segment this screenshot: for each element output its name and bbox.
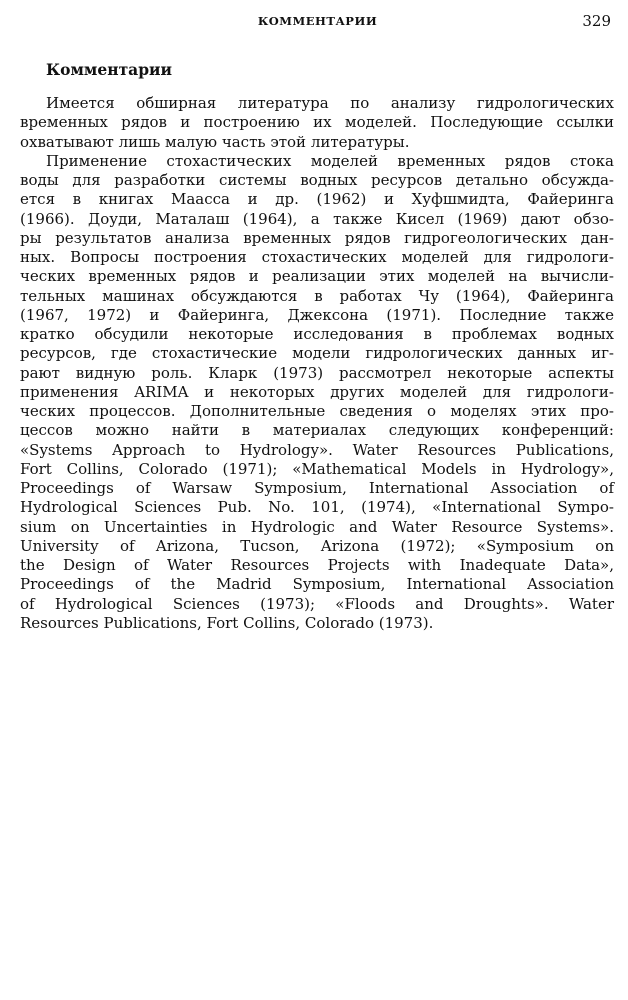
text-line: ческих процессов. Дополнительные сведения о моделях этих про- xyxy=(20,402,614,420)
running-title: КОММЕНТАРИИ xyxy=(257,14,378,28)
text-line: Имеется обширная литература по анализу гидрологических xyxy=(46,94,614,112)
text-line: ресурсов, где стохастические модели гидрологических данных иг- xyxy=(20,344,614,363)
paragraph xyxy=(20,152,614,633)
page-number: 329 xyxy=(582,12,611,30)
paragraph xyxy=(20,94,614,152)
text-line: временных рядов и построению их моделей. Последующие ссылки xyxy=(20,113,614,132)
text-line: тельных машинах обсуждаются в работах Чу (1964), Файеринга xyxy=(20,286,614,305)
body-text xyxy=(20,94,614,633)
text-line: Proceedings of Warsaw Symposium, International Association of xyxy=(20,479,614,497)
text-line: «Systems Approach to Hydrology». Water Resources Publications, xyxy=(20,440,614,459)
text-line: Fort Collins, Colorado (1971); «Mathematical Models in Hydrology», xyxy=(20,459,614,478)
text-line: (1966). Доуди, Маталаш (1964), а также Кисел (1969) дают обзо- xyxy=(20,209,614,228)
running-head xyxy=(20,12,615,32)
text-line: ных. Вопросы построения стохастических моделей для гидрологи- xyxy=(20,248,614,266)
text-line: воды для разработки системы водных ресурсов детально обсужда- xyxy=(20,171,614,189)
text-line: Hydrological Sciences Pub. No. 101, (1974), «International Sympo- xyxy=(20,498,614,517)
text-line: University of Arizona, Tucson, Arizona (1972); «Symposium on xyxy=(20,536,614,555)
text-line: Resources Publications, Fort Collins, Colorado (1973). xyxy=(20,613,434,632)
text-line: кратко обсудили некоторые исследования в проблемах водных xyxy=(20,325,614,343)
text-line: рают видную роль. Кларк (1973) рассмотрел некоторые аспекты xyxy=(20,363,614,382)
text-line: ры результатов анализа временных рядов гидрогеологических дан- xyxy=(20,228,614,247)
text-line: ется в книгах Маасса и др. (1962) и Хуфшмидта, Файеринга xyxy=(20,190,614,209)
text-line: sium on Uncertainties in Hydrologic and Water Resource Systems». xyxy=(20,517,614,536)
text-line: (1967, 1972) и Файеринга, Джексона (1971). Последние также xyxy=(20,305,614,324)
section-title: Комментарии xyxy=(46,60,173,79)
text-line: ческих временных рядов и реализации этих моделей на вычисли- xyxy=(20,267,614,286)
text-line: of Hydrological Sciences (1973); «Floods and Droughts». Water xyxy=(20,594,614,613)
text-line: цессов можно найти в материалах следующих конференций: xyxy=(20,421,614,440)
text-line: Proceedings of the Madrid Symposium, International Association xyxy=(20,575,614,594)
text-line: применения ARIMA и некоторых других моделей для гидрологи- xyxy=(20,382,614,401)
text-line: охватывают лишь малую часть этой литературы. xyxy=(20,132,410,151)
text-line: Применение стохастических моделей временных рядов стока xyxy=(46,151,614,170)
text-line: the Design of Water Resources Projects with Inadequate Data», xyxy=(20,556,614,574)
